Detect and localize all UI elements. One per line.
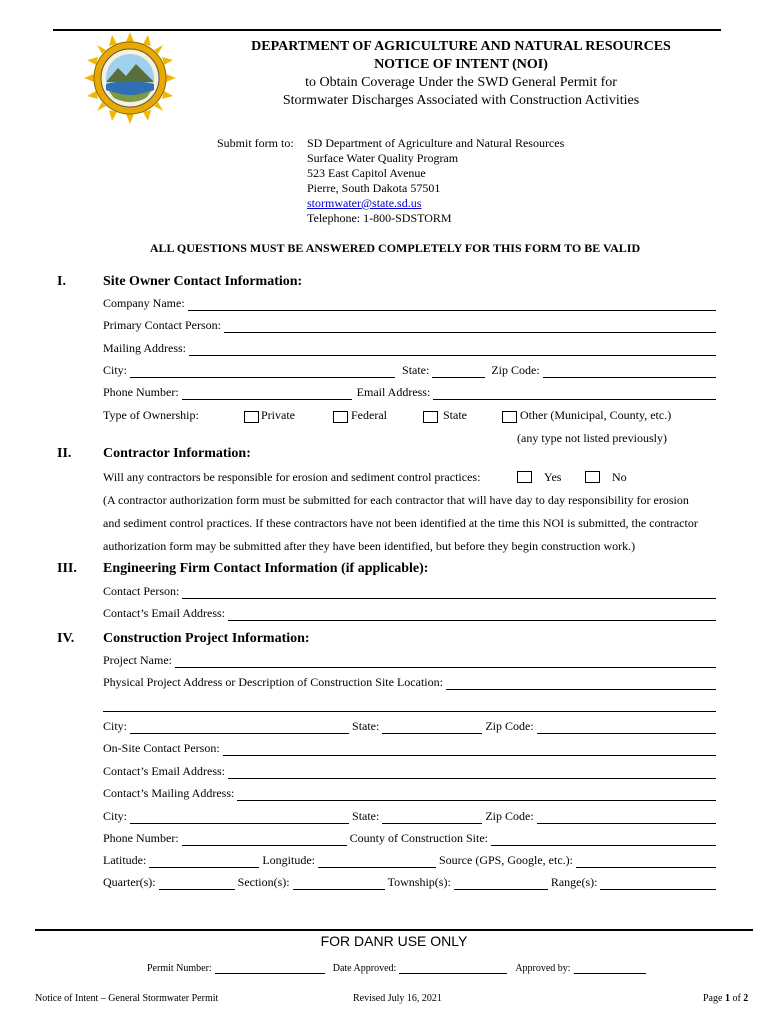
submit-address-line: SD Department of Agriculture and Natural Resources (307, 136, 565, 150)
contractor-yes-label: Yes (544, 470, 562, 484)
project-contact-mailing-label: Contact’s Mailing Address: (103, 786, 235, 800)
company-name-field (103, 297, 716, 311)
ownership-other-checkbox[interactable] (502, 411, 517, 423)
contractor-note-line-1: (A contractor authorization form must be submitted for each contractor that will have day to day responsibility for erosion (103, 493, 689, 507)
approved-by-input[interactable] (574, 963, 646, 974)
page-total: 2 (743, 993, 749, 1004)
project-name-input[interactable] (175, 657, 716, 668)
engineering-contact-input[interactable] (182, 588, 716, 599)
section-3-number: III. (57, 561, 77, 576)
primary-contact-input[interactable] (224, 322, 716, 333)
project-contact-email-field (103, 765, 716, 779)
mailing-address-label: Mailing Address: (103, 341, 186, 355)
section-4-title: Construction Project Information: (103, 631, 310, 646)
footer-revised: Revised July 16, 2021 (353, 993, 442, 1004)
primary-contact-field (103, 319, 716, 333)
submit-email-link[interactable]: stormwater@state.sd.us (307, 196, 422, 210)
project-city-input[interactable] (130, 723, 349, 734)
county-label: County of Construction Site: (349, 831, 488, 845)
owner-phone-input[interactable] (182, 389, 352, 400)
contact-state-label: State: (352, 809, 380, 823)
owner-email-input[interactable] (433, 389, 716, 400)
onsite-contact-label: On-Site Contact Person: (103, 741, 220, 755)
owner-phone-email (103, 386, 716, 400)
owner-email-label: Email Address: (356, 385, 431, 399)
mailing-address-field (103, 342, 716, 356)
project-city-state-zip (103, 720, 716, 734)
onsite-contact-field (103, 742, 716, 756)
engineering-email-field (103, 607, 716, 621)
owner-zip-input[interactable] (543, 367, 716, 378)
quarter-label: Quarter(s): (103, 875, 156, 889)
primary-contact-label: Primary Contact Person: (103, 318, 221, 332)
project-state-label: State: (352, 719, 380, 733)
section-3-title: Engineering Firm Contact Information (if applicable): (103, 561, 429, 576)
section-4-number: IV. (57, 631, 75, 646)
footer-page-number (703, 993, 748, 1004)
physical-address-input[interactable] (446, 679, 716, 690)
longitude-label: Longitude: (262, 853, 315, 867)
contractor-no-label: No (612, 470, 627, 484)
range-label: Range(s): (550, 875, 598, 889)
footer-form-name: Notice of Intent – General Stormwater Permit (35, 993, 219, 1004)
project-name-field (103, 654, 716, 668)
source-label: Source (GPS, Google, etc.): (439, 853, 573, 867)
latitude-input[interactable] (149, 857, 259, 868)
submit-label: Submit form to: (217, 136, 294, 150)
owner-city-label: City: (103, 363, 128, 377)
form-title: NOTICE OF INTENT (NOI) (374, 57, 548, 72)
township-label: Township(s): (387, 875, 451, 889)
department-title: DEPARTMENT OF AGRICULTURE AND NATURAL RESOURCES (251, 39, 671, 54)
owner-phone-label: Phone Number: (103, 385, 179, 399)
county-input[interactable] (491, 835, 716, 846)
project-city-label: City: (103, 719, 128, 733)
header-rule (53, 29, 721, 31)
contact-city-label: City: (103, 809, 128, 823)
engineering-contact-field (103, 585, 716, 599)
form-subtitle-2: Stormwater Discharges Associated with Construction Activities (282, 93, 640, 108)
ownership-private-checkbox[interactable] (244, 411, 259, 423)
physical-address-label: Physical Project Address or Description of Construction Site Location: (103, 675, 443, 689)
submit-address-line: Pierre, South Dakota 57501 (307, 181, 441, 195)
office-use-fields (147, 960, 647, 974)
contractor-yes-checkbox[interactable] (517, 471, 532, 483)
ownership-label: Type of Ownership: (103, 408, 199, 422)
contractor-note-line-2: and sediment control practices. If these contractors have not been identified at the time this NOI is submitted, the contractor (103, 516, 698, 530)
project-phone-input[interactable] (182, 835, 347, 846)
legal-description (103, 876, 716, 890)
permit-number-input[interactable] (215, 963, 325, 974)
engineering-email-input[interactable] (228, 610, 716, 621)
owner-city-state-zip (103, 364, 716, 378)
office-use-rule (35, 929, 753, 931)
ownership-note: (any type not listed previously) (517, 431, 667, 445)
contractor-question: Will any contractors be responsible for erosion and sediment control practices: (103, 470, 481, 484)
ownership-state-checkbox[interactable] (423, 411, 438, 423)
ownership-other-label: Other (Municipal, County, etc.) (520, 408, 672, 422)
date-approved-input[interactable] (399, 963, 507, 974)
owner-state-label: State: (402, 363, 430, 377)
section-input[interactable] (293, 879, 385, 890)
submit-address-line: 523 East Capitol Avenue (307, 166, 426, 180)
engineering-email-label: Contact’s Email Address: (103, 606, 225, 620)
project-phone-label: Phone Number: (103, 831, 179, 845)
contact-city-state-zip (103, 810, 716, 824)
company-name-label: Company Name: (103, 296, 185, 310)
submit-address-line: Surface Water Quality Program (307, 151, 459, 165)
onsite-contact-input[interactable] (223, 745, 716, 756)
submit-telephone: Telephone: 1-800-SDSTORM (307, 211, 452, 225)
contractor-no-checkbox[interactable] (585, 471, 600, 483)
quarter-input[interactable] (159, 879, 235, 890)
ownership-federal-label: Federal (351, 408, 387, 422)
section-1-number: I. (57, 274, 66, 289)
physical-address-field (103, 676, 716, 690)
owner-zip-label: Zip Code: (491, 363, 540, 377)
date-approved-label: Date Approved: (332, 963, 397, 974)
project-name-label: Project Name: (103, 653, 172, 667)
office-use-title: FOR DANR USE ONLY (320, 933, 468, 949)
page-current: 1 (724, 993, 730, 1004)
page-of: of (729, 993, 744, 1004)
validity-notice: ALL QUESTIONS MUST BE ANSWERED COMPLETELY FOR THIS FORM TO BE VALID (149, 241, 641, 255)
page-prefix: Page (703, 993, 725, 1004)
physical-address-input-2[interactable] (103, 701, 716, 712)
section-2-title: Contractor Information: (103, 446, 251, 461)
project-phone-county (103, 832, 716, 846)
contact-state-input[interactable] (382, 813, 482, 824)
owner-city-input[interactable] (130, 367, 395, 378)
lat-long-source (103, 854, 716, 868)
project-state-input[interactable] (382, 723, 482, 734)
project-contact-email-label: Contact’s Email Address: (103, 764, 225, 778)
form-subtitle-1: to Obtain Coverage Under the SWD General Permit for (305, 75, 617, 90)
contact-zip-label: Zip Code: (485, 809, 534, 823)
contact-city-input[interactable] (130, 813, 349, 824)
range-input[interactable] (600, 879, 716, 890)
owner-state-input[interactable] (432, 367, 485, 378)
project-contact-mailing-field (103, 787, 716, 801)
permit-number-label: Permit Number: (147, 963, 212, 974)
section-2-number: II. (57, 446, 72, 461)
state-seal-icon (84, 32, 176, 124)
project-contact-mailing-input[interactable] (237, 790, 716, 801)
section-1-title: Site Owner Contact Information: (103, 274, 303, 289)
company-name-input[interactable] (188, 300, 716, 311)
source-input[interactable] (576, 857, 716, 868)
mailing-address-input[interactable] (189, 345, 716, 356)
project-zip-input[interactable] (537, 723, 716, 734)
latitude-label: Latitude: (103, 853, 147, 867)
longitude-input[interactable] (318, 857, 436, 868)
ownership-federal-checkbox[interactable] (333, 411, 348, 423)
ownership-private-label: Private (261, 408, 295, 422)
project-contact-email-input[interactable] (228, 768, 716, 779)
contact-zip-input[interactable] (537, 813, 716, 824)
approved-by-label: Approved by: (515, 963, 571, 974)
contractor-note-line-3: authorization form may be submitted after they have been identified, but before they begin construction work.) (103, 539, 636, 553)
project-zip-label: Zip Code: (485, 719, 534, 733)
physical-address-continuation (103, 698, 716, 712)
ownership-state-label: State (443, 408, 467, 422)
engineering-contact-label: Contact Person: (103, 584, 180, 598)
township-input[interactable] (454, 879, 548, 890)
section-label: Section(s): (237, 875, 290, 889)
